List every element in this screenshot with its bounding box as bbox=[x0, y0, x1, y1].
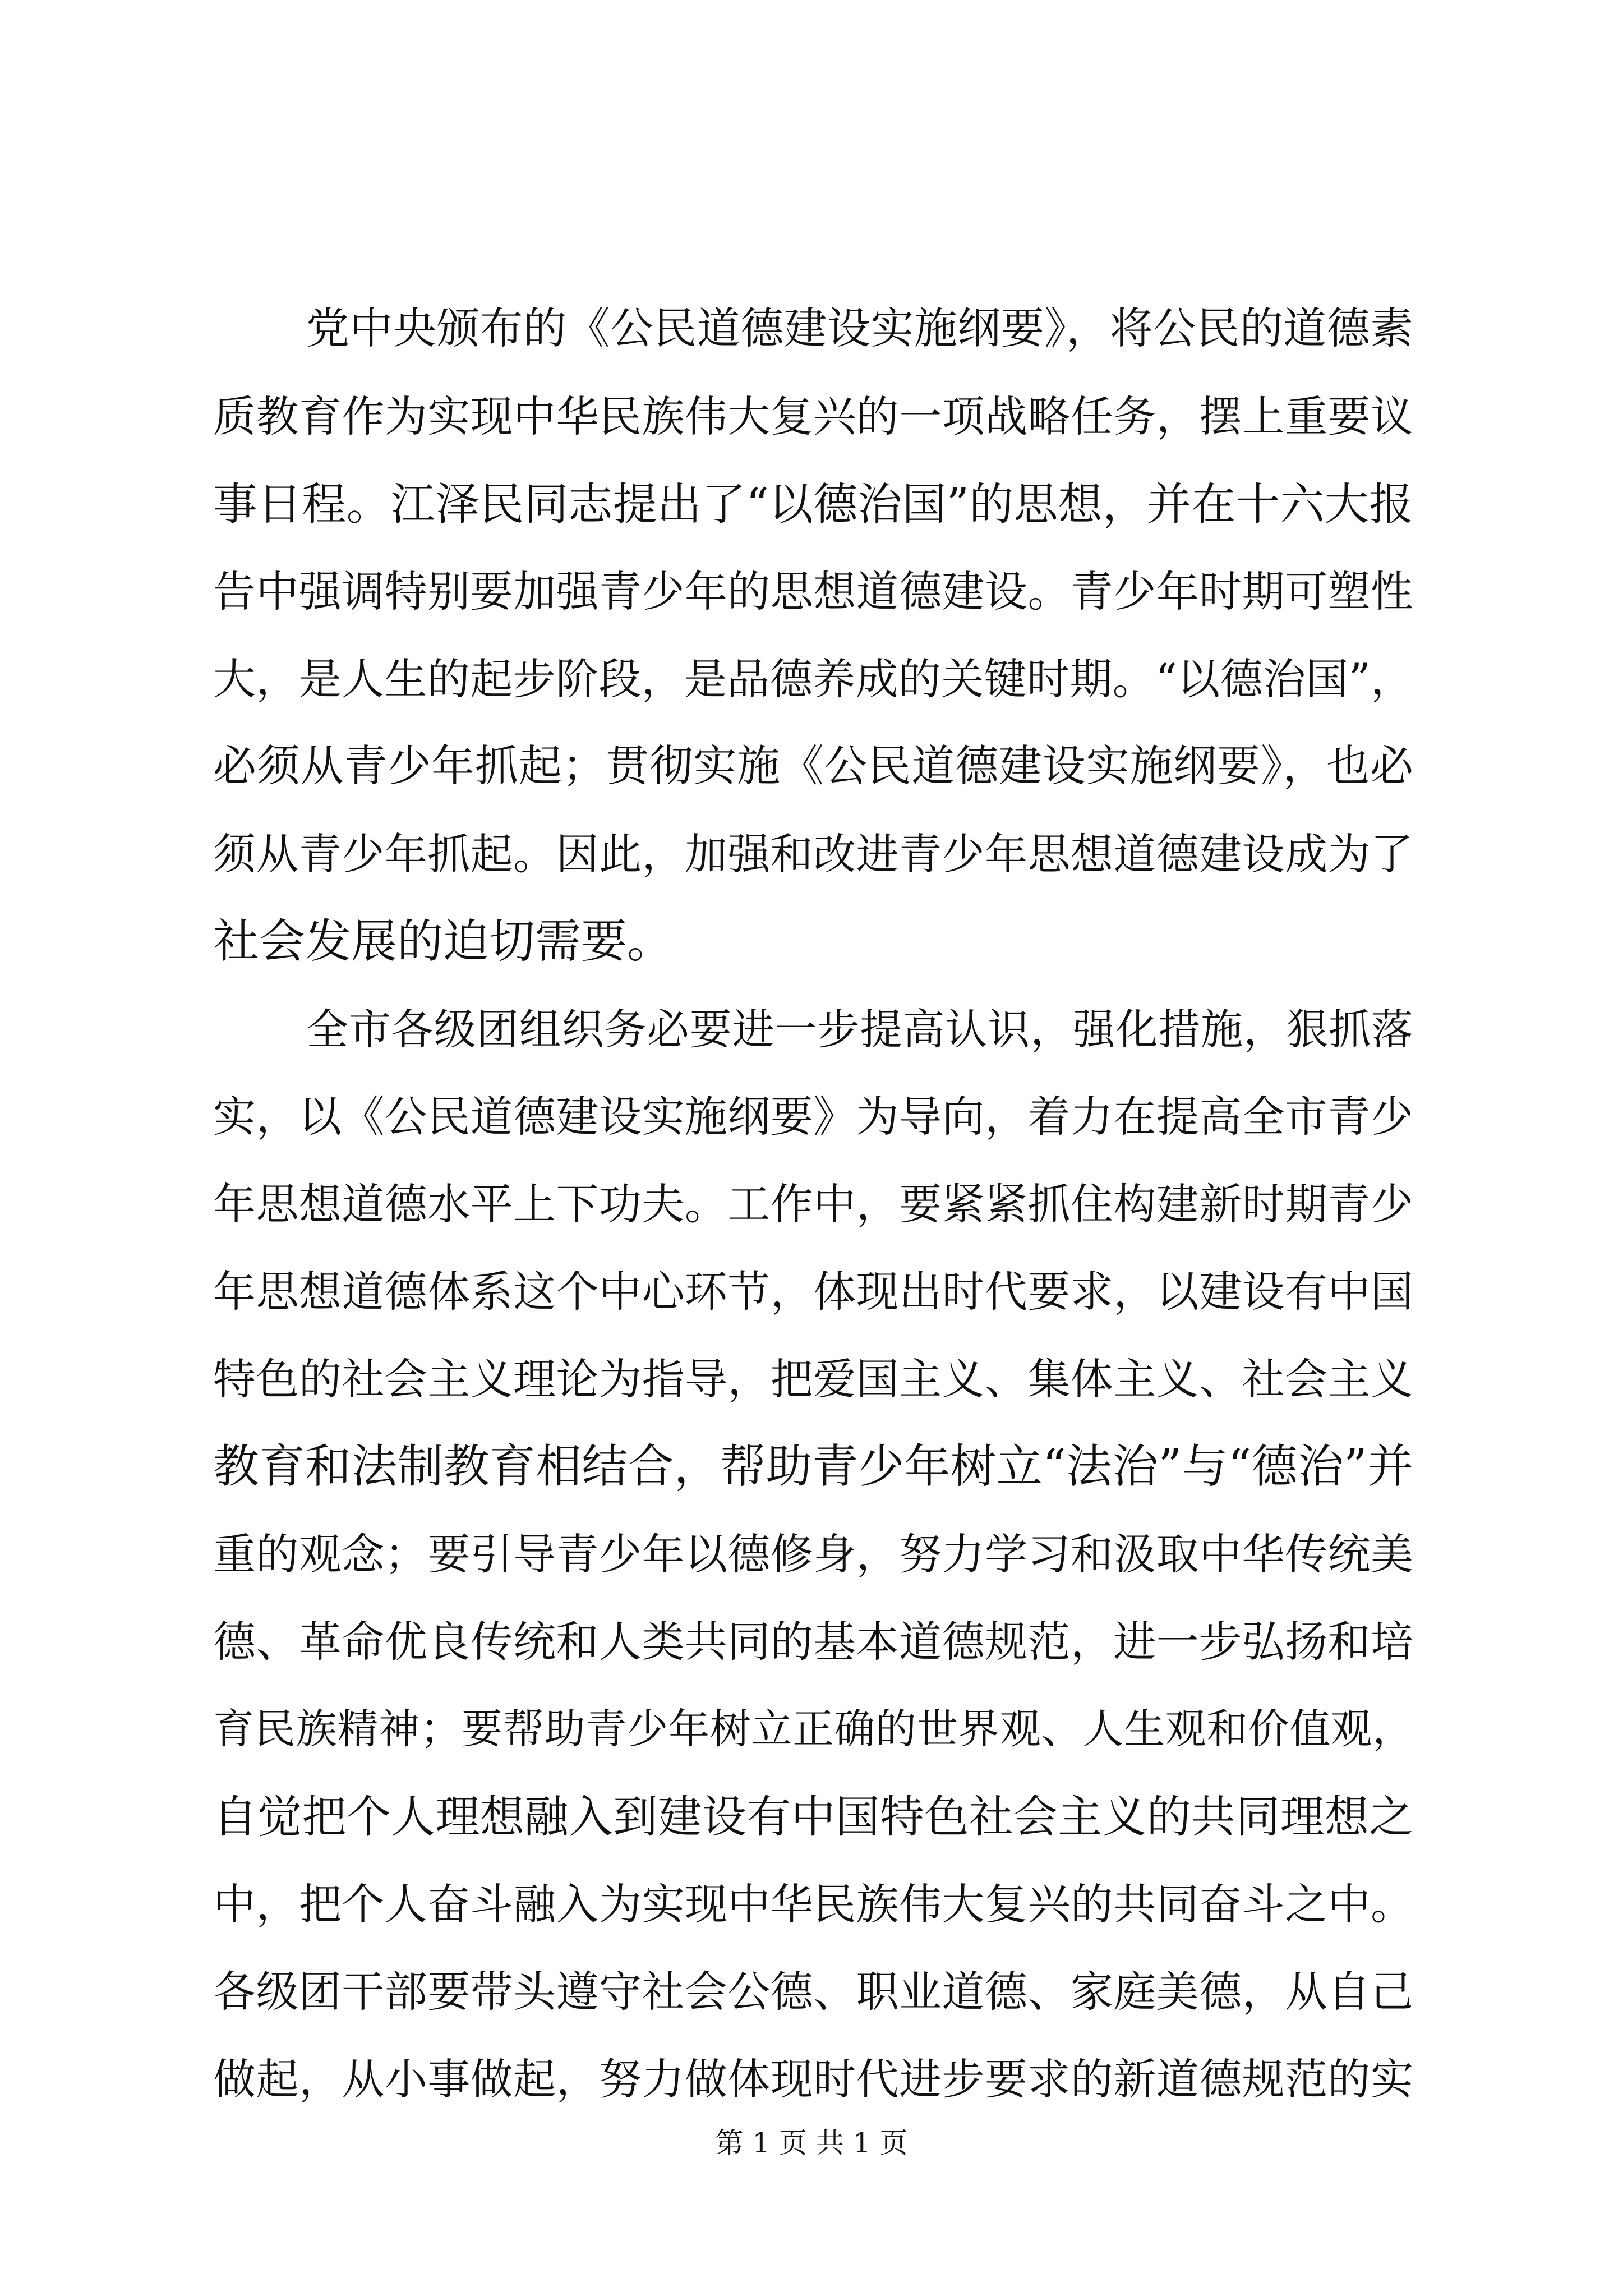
paragraph-2-line-5: 特色的社会主义理论为指导，把爱国主义、集体主义、社会主义 bbox=[213, 1354, 1413, 1404]
paragraph-1-line-4: 告中强调特别要加强青少年的思想道德建设。青少年时期可塑性 bbox=[213, 567, 1413, 616]
paragraph-2-line-9: 育民族精神；要帮助青少年树立正确的世界观、人生观和价值观， bbox=[213, 1705, 1413, 1753]
paragraph-2-line-3: 年思想道德水平上下功夫。工作中，要紧紧抓住构建新时期青少 bbox=[213, 1179, 1413, 1229]
paragraph-2-line-2: 实，以《公民道德建设实施纲要》为导向，着力在提高全市青少 bbox=[213, 1092, 1413, 1142]
paragraph-2-line-12: 各级团干部要带头遵守社会公德、职业道德、家庭美德，从自己 bbox=[213, 1967, 1413, 2017]
paragraph-2-line-13: 做起，从小事做起，努力做体现时代进步要求的新道德规范的实 bbox=[213, 2054, 1413, 2104]
paragraph-2-line-10: 自觉把个人理想融入到建设有中国特色社会主义的共同理想之 bbox=[213, 1791, 1413, 1843]
paragraph-1-line-2: 质教育作为实现中华民族伟大复兴的一项战略任务，摆上重要议 bbox=[213, 392, 1413, 441]
paragraph-2-line-11: 中，把个人奋斗融入为实现中华民族伟大复兴的共同奋斗之中。 bbox=[213, 1879, 1413, 1929]
paragraph-2-line-8: 德、革命优良传统和人类共同的基本道德规范，进一步弘扬和培 bbox=[213, 1617, 1413, 1667]
paragraph-1-line-5: 大，是人生的起步阶段，是品德养成的关键时期。“以德治国”， bbox=[213, 654, 1413, 704]
paragraph-2-line-6: 教育和法制教育相结合，帮助青少年树立“法治”与“德治”并 bbox=[213, 1440, 1413, 1493]
paragraph-2-line-4: 年思想道德体系这个中心环节，体现出时代要求，以建设有中国 bbox=[213, 1267, 1413, 1317]
paragraph-2-line-7: 重的观念；要引导青少年以德修身，努力学习和汲取中华传统美 bbox=[213, 1529, 1413, 1579]
paragraph-1-line-3: 事日程。江泽民同志提出了“以德治国”的思想，并在十六大报 bbox=[213, 478, 1413, 530]
paragraph-1-line-1: 党中央颁布的《公民道德建设实施纲要》，将公民的道德素 bbox=[306, 304, 1413, 354]
paragraph-1-line-8: 社会发展的迫切需要。 bbox=[213, 915, 674, 968]
page-number-footer: 第 1 页 共 1 页 bbox=[715, 2127, 908, 2159]
paragraph-1-line-6: 必须从青少年抓起；贯彻实施《公民道德建设实施纲要》，也必 bbox=[213, 742, 1413, 792]
paragraph-2-line-1: 全市各级团组织务必要进一步提高认识，强化措施，狠抓落 bbox=[306, 1005, 1413, 1054]
paragraph-1-line-7: 须从青少年抓起。因此，加强和改进青少年思想道德建设成为了 bbox=[213, 829, 1413, 879]
